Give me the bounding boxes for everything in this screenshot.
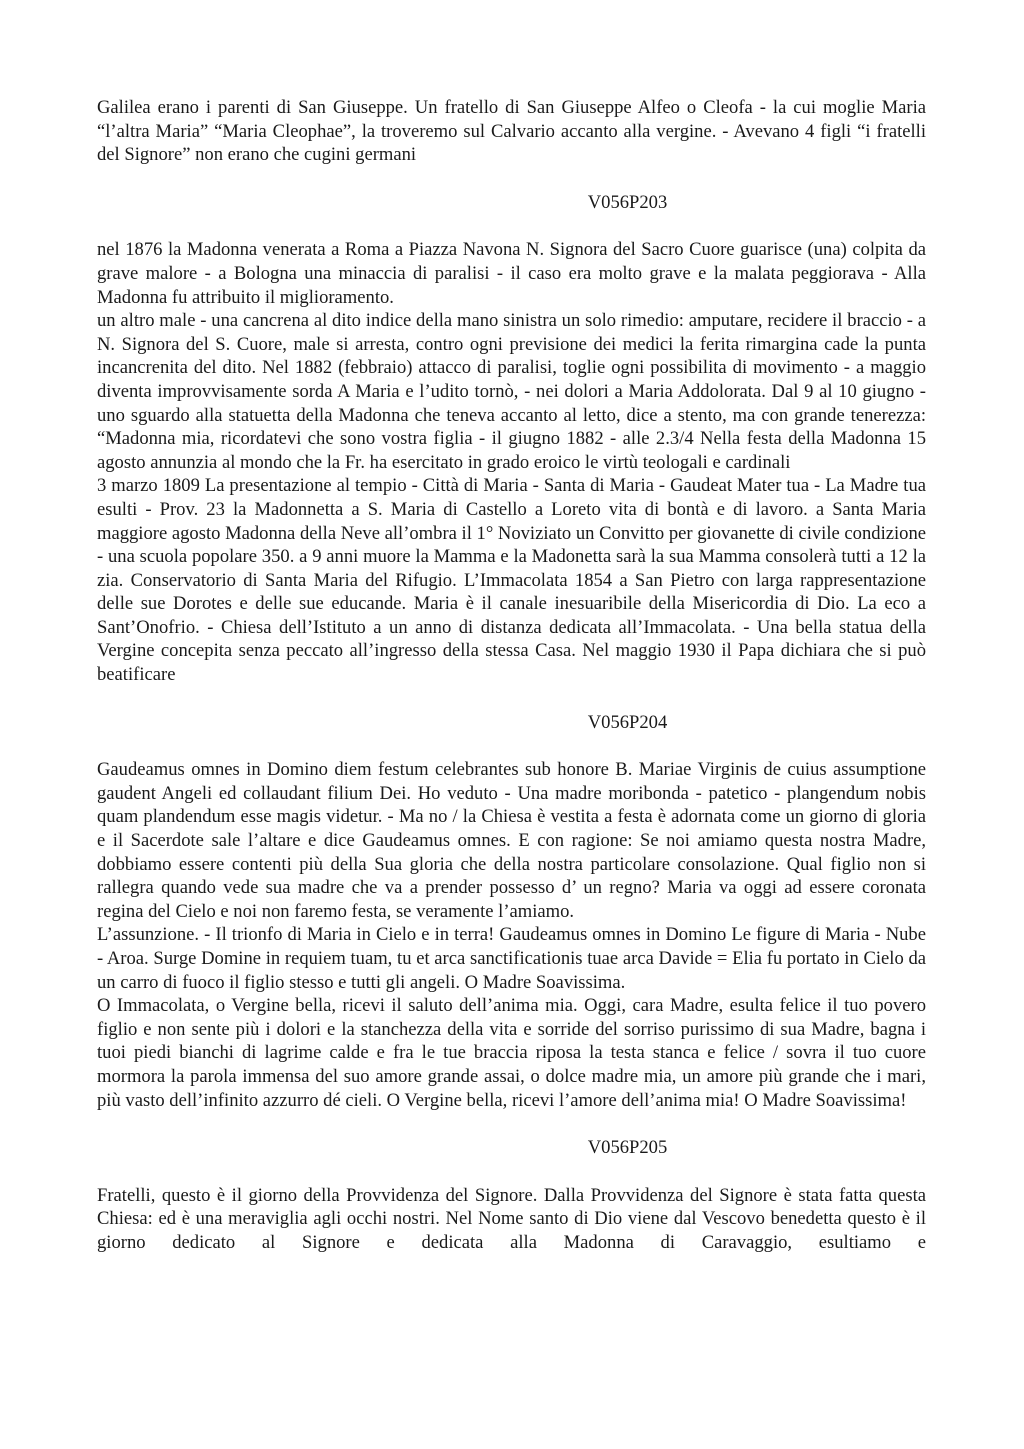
text-section-v056p205 [97,1184,926,1255]
paragraph: Gaudeamus omnes in Domino diem festum celebrantes sub honore B. Mariae Virginis de cuius assumptione gaudent Angeli ed collaudant filium Dei. Ho veduto - Una madre moribonda - patetico - plangendum nobis quam plandendum esse magis videtur. - Ma no / la Chiesa è vestita a festa è adornata come un giorno di gloria e il Sacerdote sale l’altare e dice Gaudeamus omnes. E con ragione: Se noi amiamo questa nostra Madre, dobbiamo essere contenti più della Sua gloria che della nostra particolare consolazione. Qual figlio non si rallegra quando vede sua madre che va a prender possesso d’ un regno? Maria va oggi ad essere coronata regina del Cielo e noi non faremo festa, se veramente l’amiamo. [97,759,926,922]
paragraph: Galilea erano i parenti di San Giuseppe. Un fratello di San Giuseppe Alfeo o Cleofa - la cui moglie Maria “l’altra Maria” “Maria Cleophae”, la troveremo sul Calvario accanto alla vergine. - Avevano 4 figli “i fratelli del Signore” non erano che cugini germani [97,97,926,166]
page-reference: V056P203 [587,191,668,213]
paragraph: L’assunzione. - Il trionfo di Maria in Cielo e in terra! Gaudeamus omnes in Domino Le figure di Maria - Nube - Aroa. Surge Domine in requiem tuam, tu et arca sanctificationis tuae arca Davide = Elia fu portato in Cielo da un carro di fuoco il figlio stesso e tutti gli angeli. O Madre Soavissima. [97,924,926,993]
page-reference: V056P204 [587,711,668,733]
text-section-v056p204 [97,758,926,1112]
paragraph: O Immacolata, o Vergine bella, ricevi il saluto dell’anima mia. Oggi, cara Madre, esulta felice il tuo povero figlio e non sente più i dolori e la stanchezza della vita e sorride del sorriso purissimo di sua Madre, bagna i tuoi piedi bianchi di lagrime calde e fra le tue braccia riposa la testa stanca e felice / sovra il tuo cuore mormora la parola immensa del suo amore grande assai, o dolce madre mia, un amore più grande che i mari, più vasto dell’infinito azzurro dé cieli. O Vergine bella, ricevi l’amore dell’anima mia! O Madre Soavissima! [97,995,926,1111]
text-section-intro [97,96,926,167]
paragraph: 3 marzo 1809 La presentazione al tempio - Città di Maria - Santa di Maria - Gaudeat Mater tua - La Madre tua esulti - Prov. 23 la Madonnetta a S. Maria di Castello a Loreto vita di bontà e di lavoro. a Santa Maria maggiore agosto Madonna della Neve all’ombra il 1° Noviziato un Convitto per giovanette di civile condizione - una scuola popolare 350. a 9 anni muore la Mamma e la Madonetta sarà la sua Mamma consolerà tutti a 12 la zia. Conservatorio di Santa Maria del Rifugio. L’Immacolata 1854 a San Pietro con larga rappresentazione delle sue Dorotes e delle sue educande. Maria è il canale inesuaribile della Misericordia di Dio. La eco a Sant’Onofrio. - Chiesa dell’Istituto a un anno di distanza dedicata all’Immacolata. - Una bella statua della Vergine concepita senza peccato all’ingresso della stessa Casa. Nel maggio 1930 il Papa dichiara che si può beatificare [97,475,926,686]
paragraph: nel 1876 la Madonna venerata a Roma a Piazza Navona N. Signora del Sacro Cuore guarisce (una) colpita da grave malore - a Bologna una minaccia di paralisi - il caso era molto grave e la malata peggiorava - Alla Madonna fu attribuito il miglioramento. [97,239,926,308]
text-section-v056p203 [97,238,926,686]
page-reference: V056P205 [587,1137,668,1159]
document-page [97,96,926,1255]
paragraph: un altro male - una cancrena al dito indice della mano sinistra un solo rimedio: amputare, recidere il braccio - a N. Signora del S. Cuore, male si arresta, contro ogni previsione dei medici la ferita rimargina cade la punta incancrenita del dito. Nel 1882 (febbraio) attacco di paralisi, toglie ogni possibilita di movimento - a maggio diventa improvvisamente sorda A Maria e l’udito tornò, - nei dolori a Maria Addolorata. Dal 9 al 10 giugno - uno sguardo alla statuetta della Madonna che teneva accanto al letto, dice a stento, ma con grande tenerezza: “Madonna mia, ricordatevi che sono vostra figlia - il giugno 1882 - alle 2.3/4 Nella festa della Madonna 15 agosto annunzia al mondo che la Fr. ha esercitato in grado eroico le virtù teologali e cardinali [97,310,926,473]
paragraph: Fratelli, questo è il giorno della Provvidenza del Signore. Dalla Provvidenza del Signore è stata fatta questa Chiesa: ed è una meraviglia agli occhi nostri. Nel Nome santo di Dio viene dal Vescovo benedetta questo è il giorno dedicato al Signore e dedicata alla Madonna di Caravaggio, esultiamo e [97,1184,926,1253]
